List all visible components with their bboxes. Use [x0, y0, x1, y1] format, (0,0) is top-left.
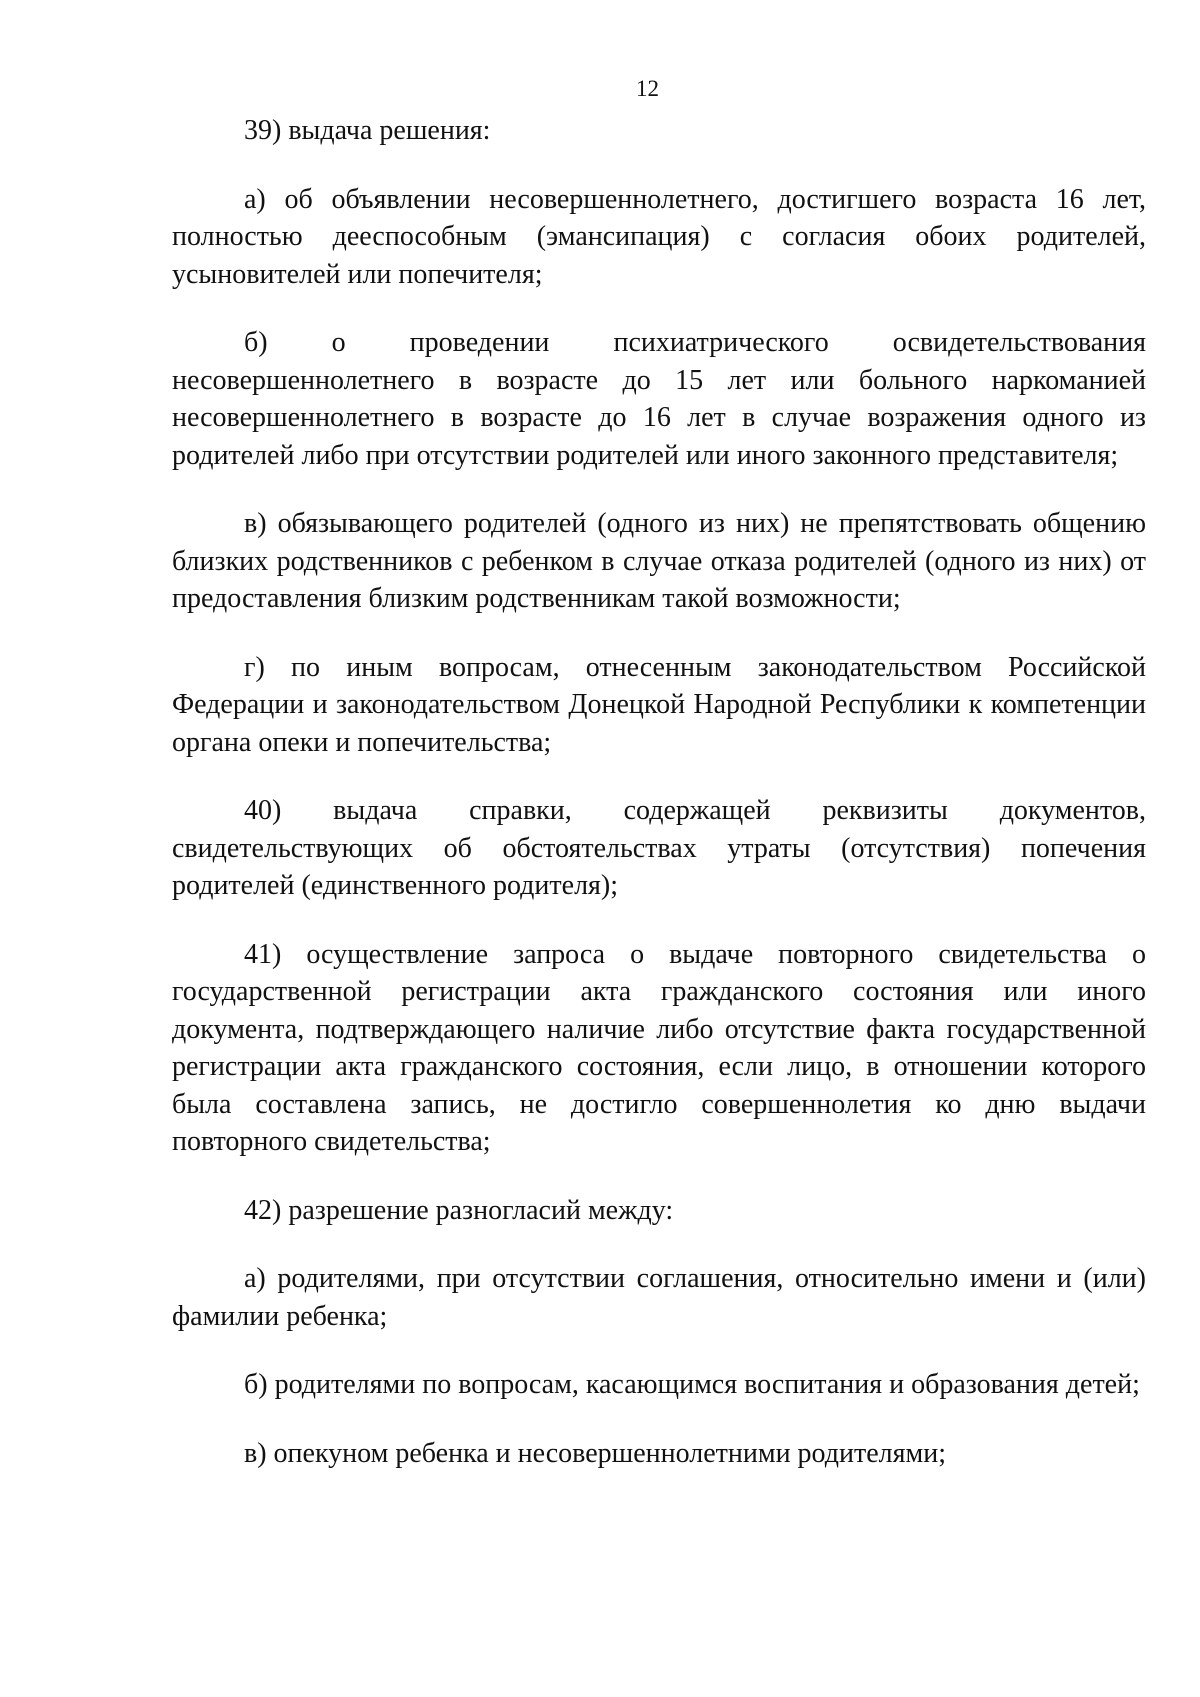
item-39-heading: 39) выдача решения:	[244, 115, 491, 146]
item-42c-guardian: в) опекуном ребенка и несовершеннолетними родителями;	[244, 1437, 946, 1469]
item-39c-contact-relatives: в) обязывающего родителей (одного из них) не препятствовать общению близких родственников с ребенком в случае отказа родителей (одного из них) от предоставления близким родственникам такой возможности;	[172, 508, 1146, 614]
item-42b-upbringing: б) родителями по вопросам, касающимся воспитания и образования детей;	[244, 1369, 1140, 1400]
item-41-repeat-certificate: 41) осуществление запроса о выдаче повторного свидетельства о государственной регистрации акта гражданского состояния или иного документа, подтверждающего наличие либо отсутствие факта государственной регистрации акта гражданского состояния, если лицо, в отношении которого была составлена запись, не достигло совершеннолетия ко дню выдачи повторного свидетельства;	[172, 938, 1146, 1157]
document-body	[172, 112, 1146, 1503]
item-42a-name-surname: а) родителями, при отсутствии соглашения, относительно имени и (или) фамилии ребенка;	[172, 1263, 1146, 1332]
item-39a-emancipation: а) об объявлении несовершеннолетнего, достигшего возраста 16 лет, полностью дееспособным (эмансипация) с согласия обоих родителей, усыновителей или попечителя;	[172, 183, 1146, 290]
item-39d-other-matters: г) по иным вопросам, отнесенным законодательством Российской Федерации и законодательством Донецкой Народной Республики к компетенции органа опеки и попечительства;	[172, 651, 1146, 758]
item-40-certificate: 40) выдача справки, содержащей реквизиты документов, свидетельствующих об обстоятельствах утраты (отсутствия) попечения родителей (единственного родителя);	[172, 795, 1146, 901]
item-42-heading: 42) разрешение разногласий между:	[244, 1194, 674, 1226]
page-number: 12	[636, 76, 659, 101]
item-39b-psychiatric-exam: б) о проведении психиатрического освидетельствования несовершеннолетнего в возрасте до 15 лет или больного наркоманией несовершеннолетнего в возрасте до 16 лет в случае возражения одного из родителей либо при отсутствии родителей или иного законного представителя;	[172, 327, 1146, 471]
